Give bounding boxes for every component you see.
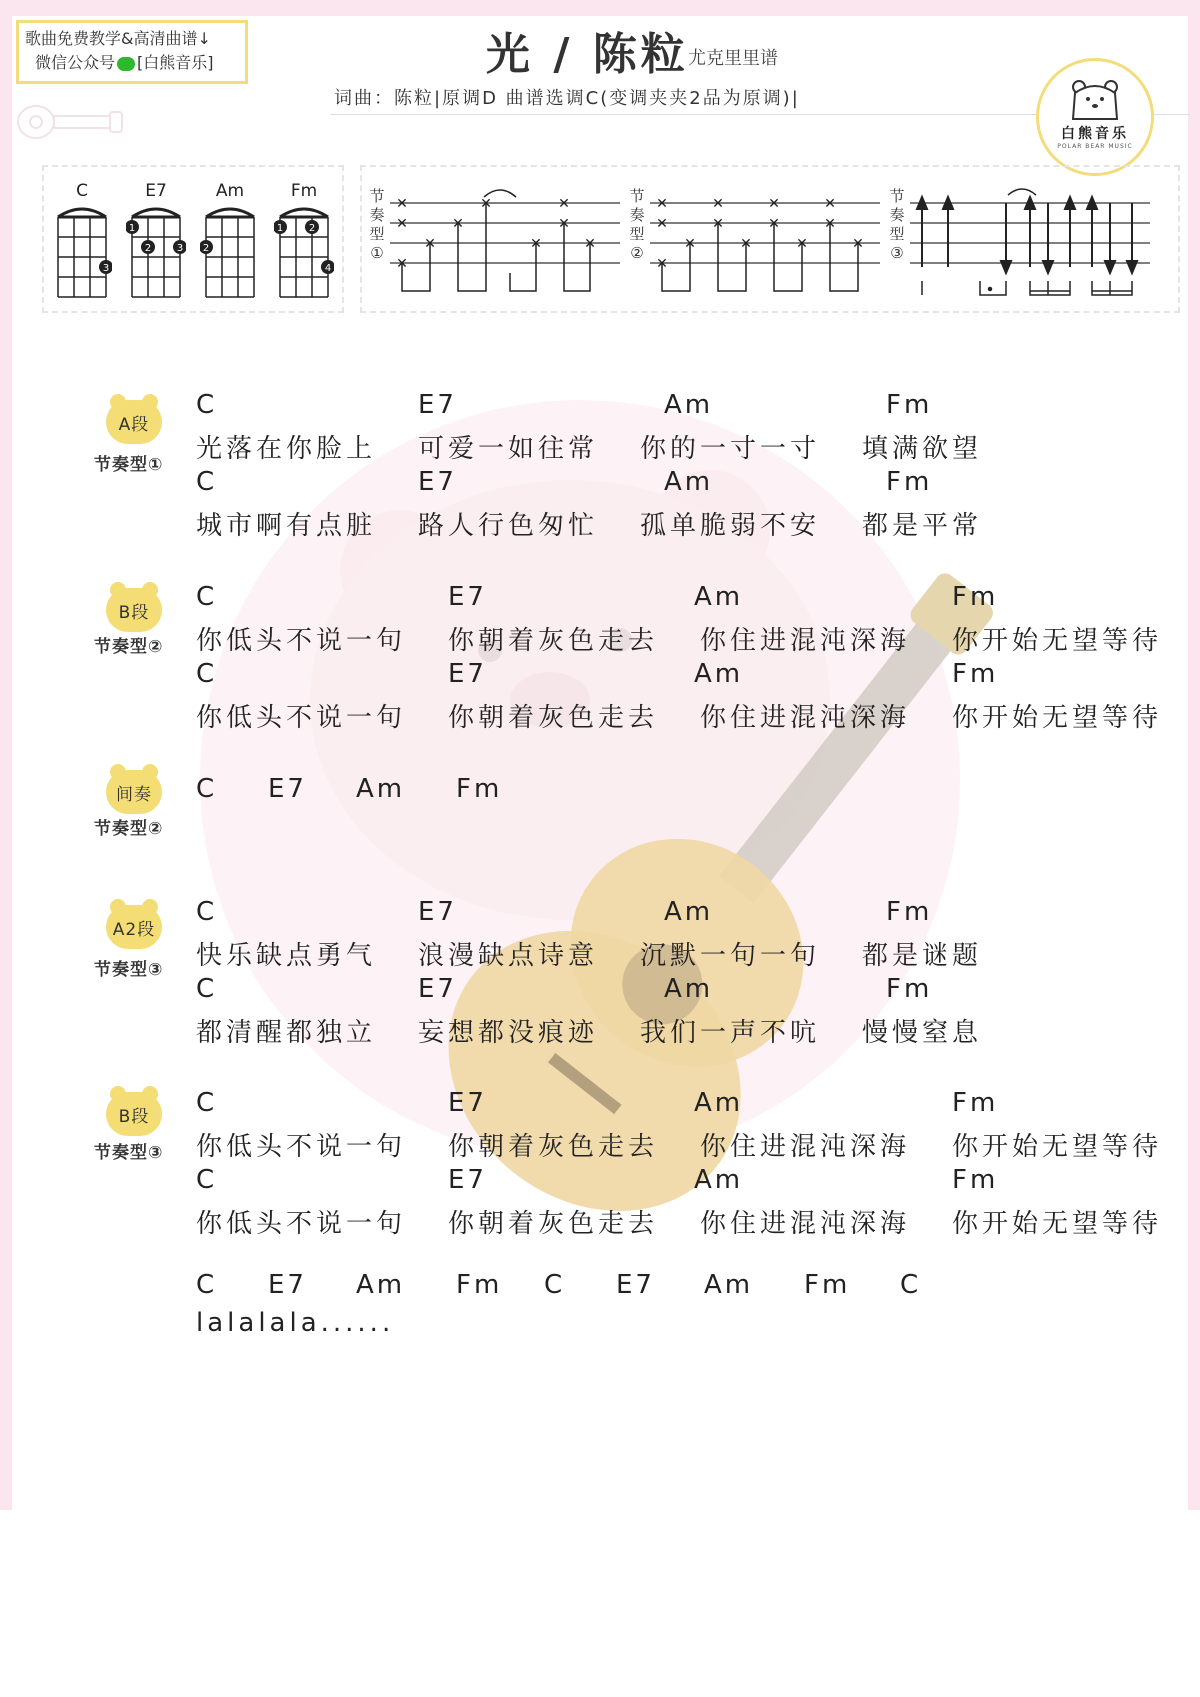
fretboard-grid — [126, 203, 186, 299]
chord-symbol: Fm — [886, 897, 933, 927]
rhythm-patterns-panel — [360, 165, 1180, 313]
lyric-phrase: 你开始无望等待 — [952, 1209, 1163, 1239]
rhythm-label-2: 节奏型② — [629, 187, 645, 262]
rhythm-label-1: 节奏型① — [369, 187, 385, 262]
svg-text:✕: ✕ — [584, 236, 596, 252]
lyric-phrase: 慢慢窒息 — [862, 1018, 983, 1048]
chord-symbol: Am — [704, 1270, 754, 1300]
svg-text:✕: ✕ — [824, 196, 836, 212]
rhythm-label-3: 节奏型③ — [889, 187, 905, 262]
lyric-phrase: 你住进混沌深海 — [700, 1209, 911, 1239]
chord-symbol: E7 — [448, 1088, 487, 1118]
lyric-phrase: 我们一声不吭 — [640, 1018, 821, 1048]
svg-text:✕: ✕ — [396, 216, 408, 232]
lyric-phrase: 你的一寸一寸 — [640, 434, 821, 464]
outro-lyrics: lalalala...... — [196, 1308, 395, 1338]
outro-chord-line — [196, 1270, 1096, 1308]
chord-symbol: Am — [356, 1270, 406, 1300]
chord-symbol: E7 — [268, 1270, 307, 1300]
finger-number: 4 — [324, 263, 332, 274]
svg-text:✕: ✕ — [796, 236, 808, 252]
section-rhythm-label: 节奏型② — [94, 637, 164, 657]
chord-symbol: Fm — [886, 467, 933, 497]
chord-diagrams-panel — [42, 165, 344, 313]
chord-symbol: C — [196, 390, 218, 420]
chord-name: E7 — [145, 181, 167, 201]
lyric-phrase: 填满欲望 — [862, 434, 983, 464]
section-badge-label: A段 — [118, 415, 150, 435]
section-badge — [106, 899, 162, 949]
svg-text:✕: ✕ — [558, 196, 570, 212]
svg-text:✕: ✕ — [424, 236, 436, 252]
lyric-phrase: 你朝着灰色走去 — [448, 1209, 659, 1239]
lyric-phrase: 你住进混沌深海 — [700, 626, 911, 656]
lyric-phrase: 孤单脆弱不安 — [640, 511, 821, 541]
chord-symbol: E7 — [616, 1270, 655, 1300]
svg-text:✕: ✕ — [824, 216, 836, 232]
svg-text:✕: ✕ — [684, 236, 696, 252]
fretboard-grid — [52, 203, 112, 299]
rhythm-pattern-3 — [910, 183, 1150, 303]
section-badge-label: A2段 — [112, 920, 156, 940]
finger-number: 2 — [144, 243, 152, 254]
lyric-phrase: 你低头不说一句 — [196, 626, 407, 656]
ukulele-icon — [14, 100, 124, 144]
chord-diagram-fm — [274, 181, 334, 303]
lyric-phrase: 你住进混沌深海 — [700, 703, 911, 733]
chord-symbol: E7 — [448, 659, 487, 689]
svg-text:✕: ✕ — [768, 196, 780, 212]
chord-symbol: E7 — [448, 582, 487, 612]
lyric-phrase: 你朝着灰色走去 — [448, 703, 659, 733]
promo-line-2-suffix: [白熊音乐] — [137, 53, 214, 72]
chord-symbol: Am — [664, 390, 714, 420]
section-badge-label: 间奏 — [116, 785, 152, 805]
lyric-phrase: 你低头不说一句 — [196, 1132, 407, 1162]
chord-symbol: Am — [664, 974, 714, 1004]
lyric-phrase: 你低头不说一句 — [196, 1209, 407, 1239]
chord-name: Fm — [290, 181, 318, 201]
chord-symbol: E7 — [418, 390, 457, 420]
chord-symbol: C — [196, 659, 218, 689]
lyric-phrase: 你低头不说一句 — [196, 703, 407, 733]
song-credits: 词曲：陈粒|原调D 曲谱选调C(变调夹夹2品为原调)| — [334, 88, 800, 109]
svg-text:✕: ✕ — [852, 236, 864, 252]
chord-symbol: Am — [694, 582, 744, 612]
chord-symbol: Fm — [886, 390, 933, 420]
lyric-phrase: 你朝着灰色走去 — [448, 1132, 659, 1162]
section-badge-label: B段 — [118, 1107, 150, 1127]
section-badge — [106, 764, 162, 814]
lyric-phrase: 你开始无望等待 — [952, 703, 1163, 733]
lyric-phrase: 浪漫缺点诗意 — [418, 941, 599, 971]
svg-text:✕: ✕ — [656, 196, 668, 212]
svg-text:✕: ✕ — [712, 196, 724, 212]
chord-symbol: C — [196, 1088, 218, 1118]
polar-bear-icon — [1065, 77, 1125, 121]
chord-diagram-c — [52, 181, 112, 303]
section-badge — [106, 582, 162, 632]
lyric-phrase: 城市啊有点脏 — [196, 511, 377, 541]
svg-text:✕: ✕ — [558, 216, 570, 232]
chord-name: Am — [215, 181, 245, 201]
lyric-phrase: 路人行色匆忙 — [418, 511, 599, 541]
song-subtitle: 尤克里里谱 — [688, 48, 778, 69]
chord-symbol: Am — [694, 1165, 744, 1195]
svg-text:✕: ✕ — [656, 216, 668, 232]
lyric-phrase: 沉默一句一句 — [640, 941, 821, 971]
chord-symbol: C — [544, 1270, 566, 1300]
section-badge — [106, 1086, 162, 1136]
chord-symbol: C — [900, 1270, 922, 1300]
chord-symbol: Fm — [952, 582, 999, 612]
chord-name: C — [76, 181, 88, 201]
chord-symbol: Am — [694, 659, 744, 689]
logo-name: 白熊音乐 — [1061, 126, 1129, 142]
chord-symbol: C — [196, 1165, 218, 1195]
chord-symbol: Fm — [804, 1270, 851, 1300]
chord-symbol: Am — [664, 467, 714, 497]
fretboard-grid — [274, 203, 334, 299]
section-rhythm-label: 节奏型② — [94, 819, 164, 839]
finger-number: 2 — [202, 243, 210, 254]
promo-line-2-prefix: 微信公众号 — [35, 53, 116, 72]
wechat-icon — [117, 57, 135, 71]
chord-symbol: C — [196, 582, 218, 612]
chord-symbol: C — [196, 467, 218, 497]
chord-symbol: Fm — [456, 774, 503, 804]
section-badge — [106, 394, 162, 444]
lyric-phrase: 你住进混沌深海 — [700, 1132, 911, 1162]
chord-symbol: Fm — [886, 974, 933, 1004]
logo-english: POLAR BEAR MUSIC — [1057, 143, 1133, 150]
finger-number: 1 — [128, 223, 136, 234]
brand-logo — [1036, 58, 1154, 176]
chord-symbol: Fm — [952, 659, 999, 689]
svg-text:✕: ✕ — [740, 236, 752, 252]
svg-text:✕: ✕ — [768, 216, 780, 232]
chord-diagram-am — [200, 181, 260, 303]
finger-number: 3 — [176, 243, 184, 254]
chord-symbol: E7 — [448, 1165, 487, 1195]
chord-symbol: Am — [664, 897, 714, 927]
chord-symbol: C — [196, 974, 218, 1004]
lyric-phrase: 你开始无望等待 — [952, 626, 1163, 656]
chord-symbol: C — [196, 774, 218, 804]
section-rhythm-label: 节奏型③ — [94, 1143, 164, 1163]
lyric-phrase: 快乐缺点勇气 — [196, 941, 377, 971]
chord-diagram-e7 — [126, 181, 186, 303]
chord-symbol: Fm — [952, 1088, 999, 1118]
finger-number: 3 — [102, 263, 110, 274]
chord-symbol: Am — [356, 774, 406, 804]
promo-line-2 — [25, 51, 239, 75]
rhythm-pattern-1 — [390, 183, 620, 303]
chord-symbol: E7 — [418, 974, 457, 1004]
svg-text:✕: ✕ — [530, 236, 542, 252]
chord-symbol: E7 — [418, 467, 457, 497]
finger-number: 2 — [308, 223, 316, 234]
chord-symbol: C — [196, 1270, 218, 1300]
lyric-phrase: 都是平常 — [862, 511, 983, 541]
section-rhythm-label: 节奏型① — [94, 455, 164, 475]
fretboard-grid — [200, 203, 260, 299]
chord-symbol: C — [196, 897, 218, 927]
svg-text:✕: ✕ — [656, 256, 668, 272]
lyric-phrase: 你开始无望等待 — [952, 1132, 1163, 1162]
svg-text:✕: ✕ — [712, 216, 724, 232]
lyric-phrase: 光落在你脸上 — [196, 434, 377, 464]
section-badge-label: B段 — [118, 603, 150, 623]
chord-symbol: Am — [694, 1088, 744, 1118]
chord-symbol: E7 — [268, 774, 307, 804]
promo-line-1: 歌曲免费教学&高清曲谱↓ — [25, 29, 211, 48]
svg-text:✕: ✕ — [396, 256, 408, 272]
chord-symbol: E7 — [418, 897, 457, 927]
lyric-phrase: 都是谜题 — [862, 941, 983, 971]
lyric-phrase: 都清醒都独立 — [196, 1018, 377, 1048]
svg-text:✕: ✕ — [452, 216, 464, 232]
svg-text:✕: ✕ — [480, 196, 492, 212]
svg-text:✕: ✕ — [396, 196, 408, 212]
chord-symbol: Fm — [952, 1165, 999, 1195]
finger-number: 1 — [276, 223, 284, 234]
song-title: 光 / 陈粒 — [486, 29, 689, 80]
lyric-phrase: 可爱一如往常 — [418, 434, 599, 464]
section-rhythm-label: 节奏型③ — [94, 960, 164, 980]
lyric-phrase: 你朝着灰色走去 — [448, 626, 659, 656]
lyric-phrase: 妄想都没痕迹 — [418, 1018, 599, 1048]
promo-box — [16, 20, 248, 84]
chord-symbol: Fm — [456, 1270, 503, 1300]
rhythm-pattern-2 — [650, 183, 880, 303]
